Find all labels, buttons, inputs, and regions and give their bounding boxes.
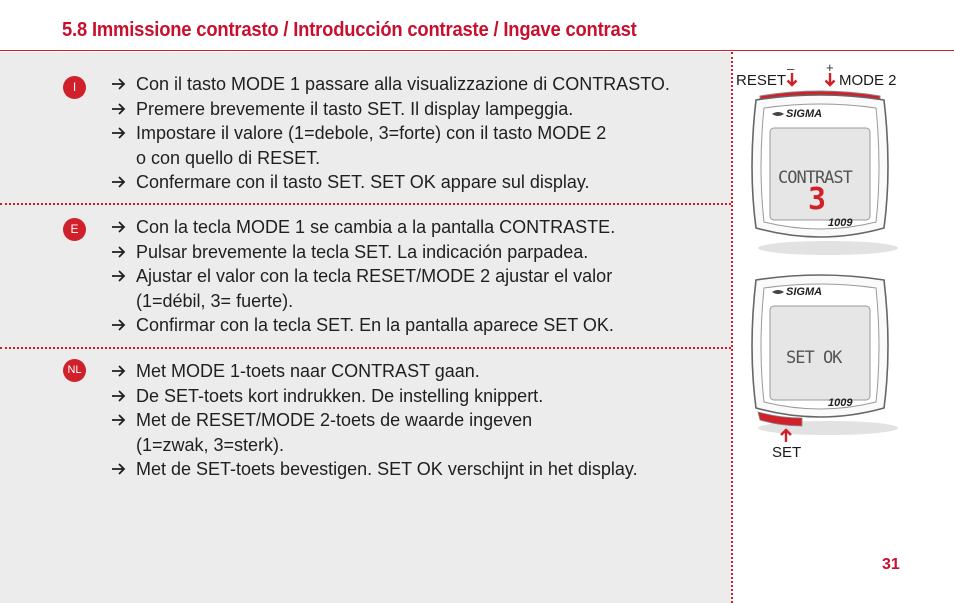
- section-spanish: [0, 205, 731, 348]
- arrow-right-icon: [110, 359, 128, 383]
- brand-logo: SIGMA: [786, 286, 823, 298]
- list-item: Con la tecla MODE 1 se cambia a la pantalla CONTRASTE.: [110, 215, 615, 240]
- cycle-computer-contrast: [740, 88, 900, 258]
- arrow-right-icon: [110, 457, 128, 481]
- steps-list-es: [110, 215, 615, 338]
- arrow-right-icon: [110, 313, 128, 337]
- language-badge-it: I: [63, 76, 86, 99]
- page-number: 31: [882, 556, 900, 573]
- list-item: Met de SET-toets bevestigen. SET OK verschijnt in het display.: [110, 457, 638, 482]
- brand-logo: SIGMA: [786, 108, 823, 120]
- instructions-panel: [0, 52, 731, 603]
- screen-value: 3: [808, 182, 827, 217]
- language-badge-es: E: [63, 218, 86, 241]
- list-item: Con il tasto MODE 1 passare alla visualizzazione di CONTRASTO.: [110, 72, 670, 97]
- steps-list-it: [110, 72, 670, 195]
- arrow-right-icon: [110, 72, 128, 96]
- model-number: 1009: [828, 217, 853, 229]
- arrow-down-icon: [824, 72, 836, 88]
- minus-symbol: –: [787, 61, 795, 76]
- list-item: Confirmar con la tecla SET. En la pantalla aparece SET OK.: [110, 313, 615, 338]
- arrow-right-icon: [110, 170, 128, 194]
- plus-symbol: +: [826, 60, 834, 75]
- arrow-right-icon: [110, 384, 128, 408]
- cycle-computer-setok: [740, 268, 900, 438]
- list-item: Met MODE 1-toets naar CONTRAST gaan.: [110, 359, 638, 384]
- set-label: SET: [772, 444, 802, 461]
- list-item: Ajustar el valor con la tecla RESET/MODE 2 ajustar el valor (1=débil, 3= fuerte).: [110, 264, 615, 313]
- list-item: Met de RESET/MODE 2-toets de waarde ingeven (1=zwak, 3=sterk).: [110, 408, 638, 457]
- section-dutch: [0, 349, 731, 603]
- mode2-label: MODE 2: [839, 72, 897, 89]
- reset-label: RESET: [736, 72, 787, 89]
- arrow-up-icon: [779, 427, 793, 443]
- arrow-down-icon: [786, 72, 798, 88]
- language-badge-nl: NL: [63, 359, 86, 382]
- list-item: De SET-toets kort indrukken. De instelling knippert.: [110, 384, 638, 409]
- screen-text: CONTRAST: [778, 168, 852, 188]
- list-item: Impostare il valore (1=debole, 3=forte) con il tasto MODE 2 o con quello di RESET.: [110, 121, 670, 170]
- screen-text: SET OK: [786, 348, 842, 368]
- list-item: Pulsar brevemente la tecla SET. La indicación parpadea.: [110, 240, 615, 265]
- arrow-right-icon: [110, 408, 128, 432]
- page-header: [0, 0, 954, 51]
- arrow-right-icon: [110, 215, 128, 239]
- list-item: Confermare con il tasto SET. SET OK appare sul display.: [110, 170, 670, 195]
- arrow-right-icon: [110, 97, 128, 121]
- page-title: 5.8 Immissione contrasto / Introducción contraste / Ingave contrast: [62, 19, 637, 41]
- arrow-right-icon: [110, 264, 128, 288]
- arrow-right-icon: [110, 121, 128, 145]
- model-number: 1009: [828, 397, 853, 409]
- steps-list-nl: [110, 359, 638, 482]
- arrow-right-icon: [110, 240, 128, 264]
- list-item: Premere brevemente il tasto SET. Il display lampeggia.: [110, 97, 670, 122]
- section-italian: [0, 52, 731, 204]
